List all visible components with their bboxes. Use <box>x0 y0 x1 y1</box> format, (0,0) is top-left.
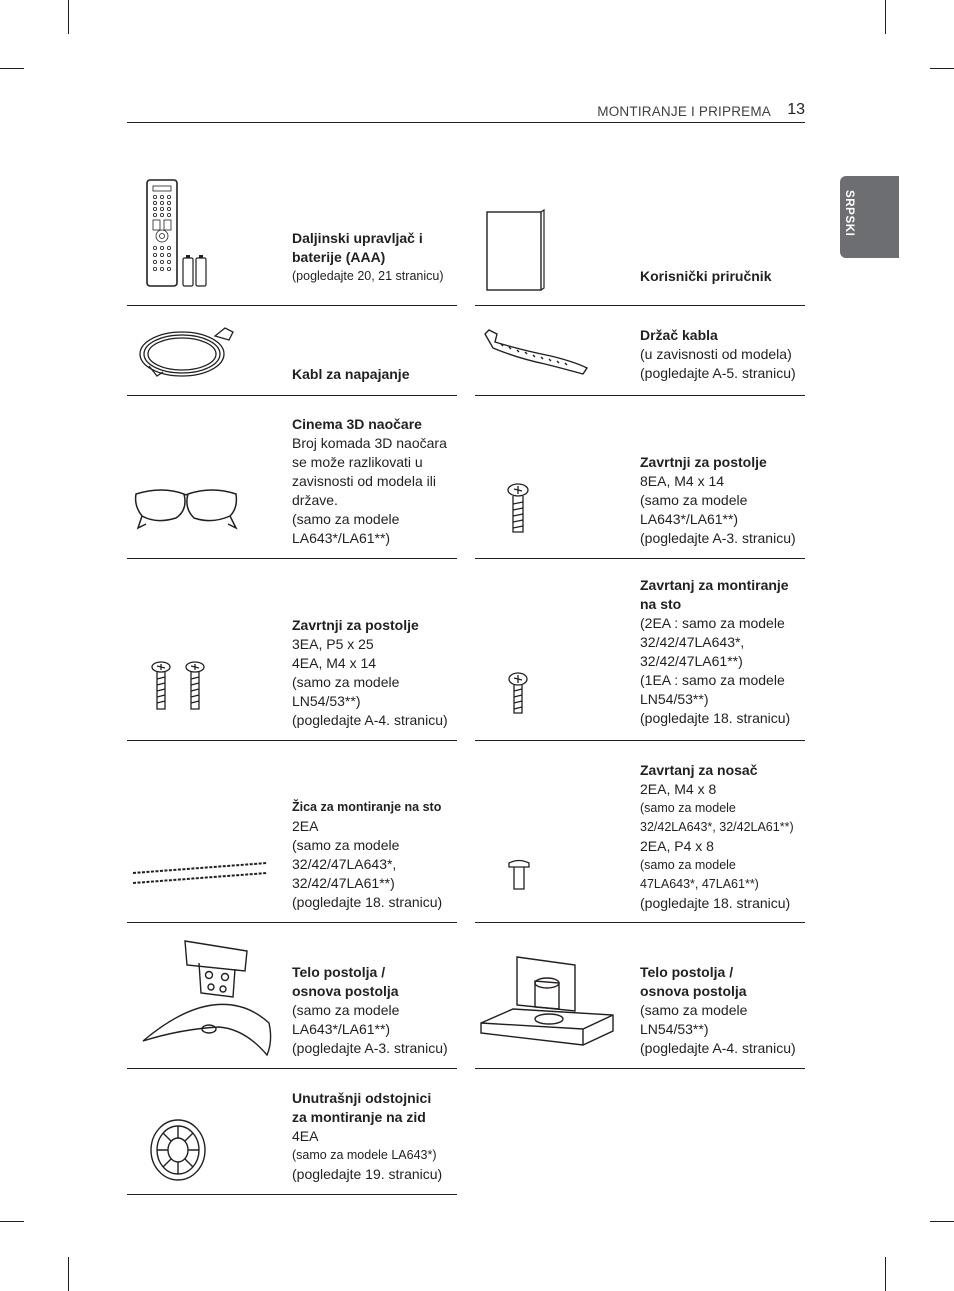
stand-body-base-icon <box>141 937 275 1057</box>
accessory-row: Unutrašnji odstojnici za montiranje na zid 4EA (samo za modele LA643*) (pogledajte 19. stranicu) <box>127 1069 457 1195</box>
power-cable-icon <box>137 316 237 386</box>
accessory-row: Žica za montiranje na sto 2EA (samo za modele 32/42/47LA643*, 32/42/47LA61**) (pogledajte 18. stranicu) <box>127 741 457 923</box>
crop-mark <box>930 1221 954 1222</box>
item-title: Zavrtanj za montiranje na sto <box>640 577 789 612</box>
screw-icon <box>505 671 531 717</box>
desk-mount-cable-icon <box>131 859 271 887</box>
language-tab: SRPSKI <box>840 176 899 258</box>
accessory-row: Cinema 3D naočare Broj komada 3D naočara se može razlikovati u zavisnosti od modela ili države. (samo za modele LA643*/LA61**) <box>127 396 457 559</box>
item-title: Telo postolja / osnova postolja <box>292 964 399 999</box>
short-screw-icon <box>507 859 531 891</box>
item-title: Držač kabla <box>640 327 718 343</box>
crop-mark <box>930 68 954 69</box>
remote-control-icon <box>145 178 211 290</box>
crop-mark <box>885 1257 886 1291</box>
item-title: Zavrtnji za postolje <box>292 617 419 633</box>
cable-holder-icon <box>481 328 591 380</box>
accessory-row: Zavrtnji za postolje 3EA, P5 x 25 4EA, M4 x 14 (samo za modele LN54/53**) (pogledajte A-4. stranicu) <box>127 559 457 741</box>
wall-spacer-icon <box>149 1117 207 1183</box>
item-title: Zavrtnji za postolje <box>640 454 767 470</box>
item-title: Korisnički priručnik <box>640 268 772 284</box>
accessory-row <box>127 306 457 396</box>
3d-glasses-icon <box>132 484 240 532</box>
item-note: (pogledajte 20, 21 stranicu) <box>292 269 444 283</box>
screws-icon <box>149 659 209 713</box>
item-title: Zavrtanj za nosač <box>640 762 758 778</box>
accessory-row: Telo postolja / osnova postolja (samo za modele LA643*/LA61**) (pogledajte A-3. stranicu) <box>127 923 457 1069</box>
stand-body-base-icon <box>479 953 619 1049</box>
item-title: Unutrašnji odstojnici za montiranje na zid <box>292 1090 432 1125</box>
accessory-row: Zavrtnji za postolje 8EA, M4 x 14 (samo za modele LA643*/LA61**) (pogledajte A-3. stranicu) <box>475 396 805 559</box>
crop-mark <box>885 0 886 34</box>
crop-mark <box>68 1257 69 1291</box>
crop-mark <box>0 68 24 69</box>
item-title: Kabl za napajanje <box>292 366 410 382</box>
accessory-row <box>475 170 805 306</box>
owners-manual-icon <box>485 208 547 292</box>
accessory-row: Zavrtanj za montiranje na sto (2EA : samo za modele 32/42/47LA643*, 32/42/47LA61**) (1EA : samo za modele LN54/53**) (pogledajte 18. stranicu) <box>475 559 805 741</box>
crop-mark <box>68 0 69 34</box>
page-header <box>127 100 805 123</box>
accessory-row: Zavrtanj za nosač 2EA, M4 x 8 (samo za modele 32/42LA643*, 32/42LA61**) 2EA, P4 x 8 (samo za modele 47LA643*, 47LA61**) (pogledajte 18. stranicu) <box>475 741 805 923</box>
crop-mark <box>0 1221 24 1222</box>
accessory-row <box>127 170 457 306</box>
item-title: Daljinski upravljač i baterije (AAA) <box>292 230 423 265</box>
item-title: Telo postolja / osnova postolja <box>640 964 747 999</box>
item-title: Žica za montiranje na sto <box>292 800 442 814</box>
accessory-row: Telo postolja / osnova postolja (samo za modele LN54/53**) (pogledajte A-4. stranicu) <box>475 923 805 1069</box>
page-number: 13 <box>787 101 805 118</box>
screw-icon <box>505 482 531 536</box>
item-title: Cinema 3D naočare <box>292 416 422 432</box>
accessory-row: Držač kabla (u zavisnosti od modela) (pogledajte A-5. stranicu) <box>475 306 805 396</box>
section-title: MONTIRANJE I PRIPREMA <box>597 104 771 119</box>
